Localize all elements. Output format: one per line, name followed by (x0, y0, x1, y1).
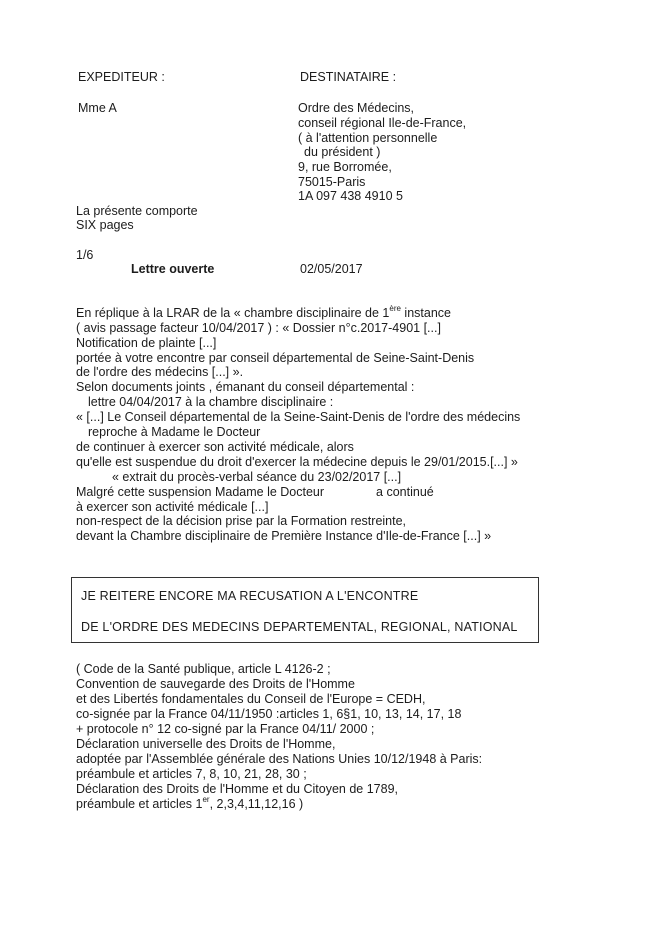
body-line: non-respect de la décision prise par la Formation restreinte, (76, 514, 407, 528)
body-line: Selon documents joints , émanant du conseil départemental : (76, 380, 415, 394)
reference-line: Déclaration universelle des Droits de l'Homme, (76, 737, 336, 751)
recipient-line: conseil régional Ile-de-France, (298, 116, 467, 130)
body-line: de continuer à exercer son activité médicale, alors (76, 440, 354, 454)
reference-line: ( Code de la Santé publique, article L 4126-2 ; (76, 662, 331, 676)
page-count-line: La présente comporte (76, 204, 198, 218)
body-line: qu'elle est suspendue du droit d'exercer la médecine depuis le 29/01/2015.[...] » (76, 455, 518, 469)
reference-line: adoptée par l'Assemblée générale des Nations Unies 10/12/1948 à Paris: (76, 752, 483, 766)
page-number: 1/6 (76, 248, 94, 262)
body-line: reproche à Madame le Docteur (88, 425, 261, 439)
body-line: de l'ordre des médecins [...] ». (76, 365, 244, 379)
recipient-label: DESTINATAIRE : (300, 70, 397, 84)
recusation-line: DE L'ORDRE DES MEDECINS DEPARTEMENTAL, REGIONAL, NATIONAL (81, 620, 518, 634)
body-line: Malgré cette suspension Madame le Docteur a continué (76, 485, 434, 499)
sender-label: EXPEDITEUR : (78, 70, 165, 84)
letter-date: 02/05/2017 (300, 262, 363, 276)
recipient-line: Ordre des Médecins, (298, 101, 415, 115)
body-line: « extrait du procès-verbal séance du 23/02/2017 [...] (112, 470, 402, 484)
body-line: En réplique à la LRAR de la « chambre disciplinaire de 1ère instance (76, 303, 451, 320)
reference-line: Convention de sauvegarde des Droits de l'Homme (76, 677, 355, 691)
recusation-box (71, 577, 539, 643)
body-line: portée à votre encontre par conseil départemental de Seine-Saint-Denis (76, 351, 475, 365)
recusation-line: JE REITERE ENCORE MA RECUSATION A L'ENCONTRE (81, 589, 419, 603)
body-line: devant la Chambre disciplinaire de Première Instance d'Ile-de-France [...] » (76, 529, 492, 543)
body-line: à exercer son activité médicale [...] (76, 500, 269, 514)
reference-line: et des Libertés fondamentales du Conseil de l'Europe = CEDH, (76, 692, 426, 706)
reference-line: préambule et articles 1er, 2,3,4,11,12,16 ) (76, 794, 304, 811)
reference-line: co-signée par la France 04/11/1950 :articles 1, 6§1, 10, 13, 14, 17, 18 (76, 707, 462, 721)
recipient-line: 75015-Paris (298, 175, 366, 189)
body-line: lettre 04/04/2017 à la chambre disciplinaire : (88, 395, 334, 409)
letter-title: Lettre ouverte (131, 262, 215, 276)
recipient-line: du président ) (304, 145, 381, 159)
page-count-line: SIX pages (76, 218, 134, 232)
body-line: « [...] Le Conseil départemental de la Seine-Saint-Denis de l'ordre des médecins (76, 410, 521, 424)
sender-name: Mme A (78, 101, 117, 115)
recipient-line: 9, rue Borromée, (298, 160, 392, 174)
reference-line: Déclaration des Droits de l'Homme et du Citoyen de 1789, (76, 782, 398, 796)
recipient-line: 1A 097 438 4910 5 (298, 189, 403, 203)
body-line: ( avis passage facteur 10/04/2017 ) : « Dossier n°c.2017-4901 [...] (76, 321, 441, 335)
body-line: Notification de plainte [...] (76, 336, 217, 350)
reference-line: préambule et articles 7, 8, 10, 21, 28, 30 ; (76, 767, 307, 781)
recipient-line: ( à l'attention personnelle (298, 131, 438, 145)
reference-line: + protocole n° 12 co-signé par la France 04/11/ 2000 ; (76, 722, 375, 736)
